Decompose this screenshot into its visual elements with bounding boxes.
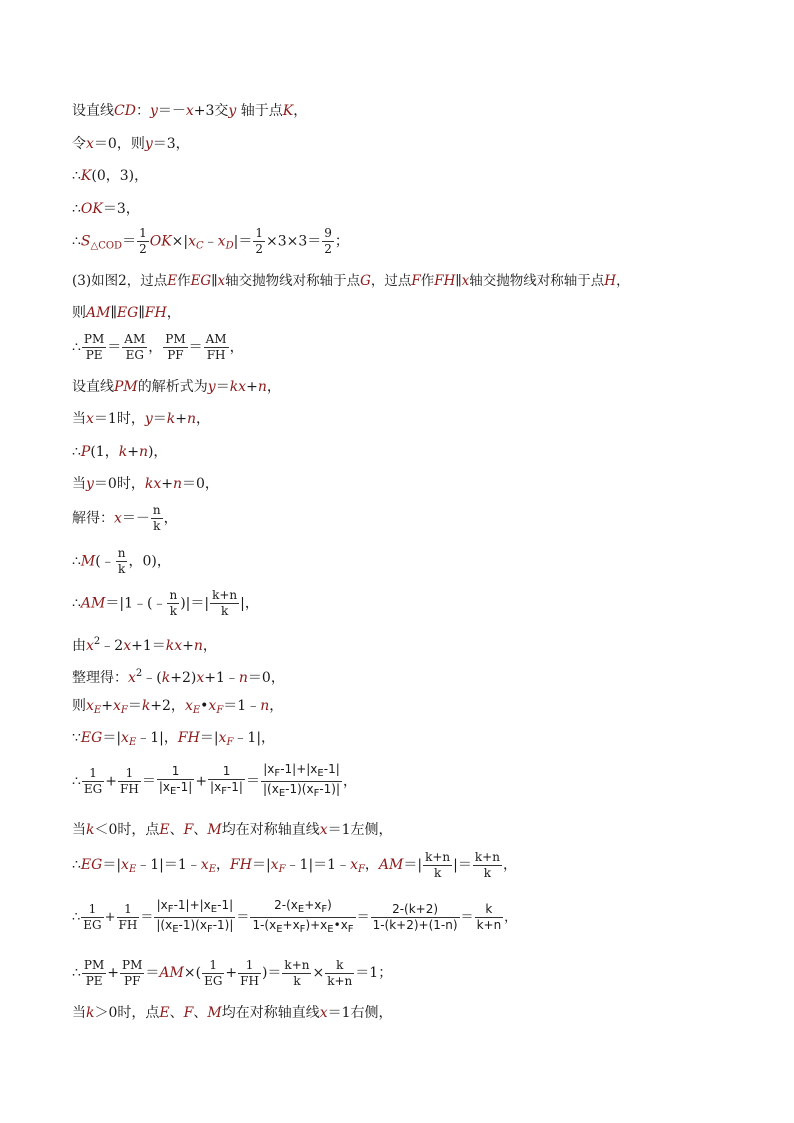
text-line-3: ∴K(0，3)，: [72, 168, 149, 184]
text-line-6: (3)如图2，过点E作EG∥x轴交抛物线对称轴于点G，过点F作FH∥x轴交抛物线对称轴于点H，: [72, 273, 630, 289]
text-line-24: ∴ $\frac{PM}{PE}$ + $\frac{PM}{PF}$ ＝AM×( $\frac{1}{EG}$ + $\frac{1}{FH}$ )＝ $\frac{k+n}{k}$ × $\frac{k}{k+n}$ ＝1；: [72, 957, 393, 988]
text-line-22: $\therefore EG=|x_E﹣1|=1﹣x_E$，$FH=|x_F﹣1|=1﹣x_F$，AM＝| $\frac{k+n}{k}$ |＝ $\frac{k+n}{k}$ ，: [72, 849, 517, 880]
text-line-9: 设直线PM的解析式为y＝kx+n，: [72, 379, 281, 395]
text-line-5: $\therefore S_{\triangle COD}=$ $\frac{1}{2}$ $OK\times|x_C﹣x_D|=$ $\frac{1}{2}$ ×3×3＝ $\frac{9}{2}$ ；: [72, 226, 349, 256]
text-line-8: ∴ $\frac{PM}{PE}$ ＝ $\frac{AM}{EG}$ ， $\frac{PM}{PF}$ ＝ $\frac{AM}{FH}$ ，: [72, 332, 244, 362]
text-line-12: 当y＝0时，kx+n＝0，: [72, 476, 219, 492]
text-line-4: ∴OK＝3，: [72, 201, 140, 217]
text-line-17: 整理得：$x^2﹣(k+2)x+1﹣n=0$，: [72, 668, 285, 686]
text-line-14: ∴M(﹣ $\frac{n}{k}$ ，0)，: [72, 546, 171, 576]
text-line-25: 当k＞0时，点E、F、M均在对称轴直线x＝1右侧，: [72, 1005, 393, 1021]
text-line-15: ∴AM＝|1﹣(﹣ $\frac{n}{k}$ )|＝| $\frac{k+n}{k}$ |，: [72, 588, 259, 618]
text-line-21: 当k＜0时，点E、F、M均在对称轴直线x＝1左侧，: [72, 822, 393, 838]
text-line-18: 则$x_E+x_F=k+2$，$x_E•x_F=1﹣n$，: [72, 698, 284, 716]
text-line-7: 则AM∥EG∥FH，: [72, 305, 181, 321]
text-line-11: ∴P(1，k+n)，: [72, 444, 168, 460]
text-line-10: 当x＝1时，y＝k+n，: [72, 411, 210, 427]
text-line-13: 解得：x＝－ $\frac{n}{k}$ ，: [72, 503, 178, 533]
text-line-1: 设直线CD：y＝－x+3交y 轴于点K，: [72, 103, 308, 119]
text-line-23: ∴ $\frac{1}{EG}$ + $\frac{1}{FH}$ ＝ $\frac{|x_F-1|+|x_E-1|}{|(x_E-1)(x_F-1)|}$ ＝ $\frac{2-(x_E+x_F)}{1-(x_E+x_F)+x_E•x_F}$ ＝ $\frac{2-(k+2)}{1-(k+2)+(1-n)}$ ＝ $\frac{k}{k+n}$ ，: [72, 898, 518, 935]
text-line-19: $\because EG=|x_E﹣1|$，$FH=|x_F﹣1|$，: [72, 730, 276, 748]
text-line-2: 令x＝0，则y＝3，: [72, 136, 190, 152]
text-line-16: 由$x^2﹣2x+1=kx+n$，: [72, 636, 217, 654]
text-line-20: ∴ $\frac{1}{EG}$ + $\frac{1}{FH}$ ＝ $\frac{1}{|x_E-1|}$ + $\frac{1}{|x_F-1|}$ ＝ $\frac{|x_F-1|+|x_E-1|}{|(x_E-1)(x_F-1)|}$ ，: [72, 762, 358, 799]
